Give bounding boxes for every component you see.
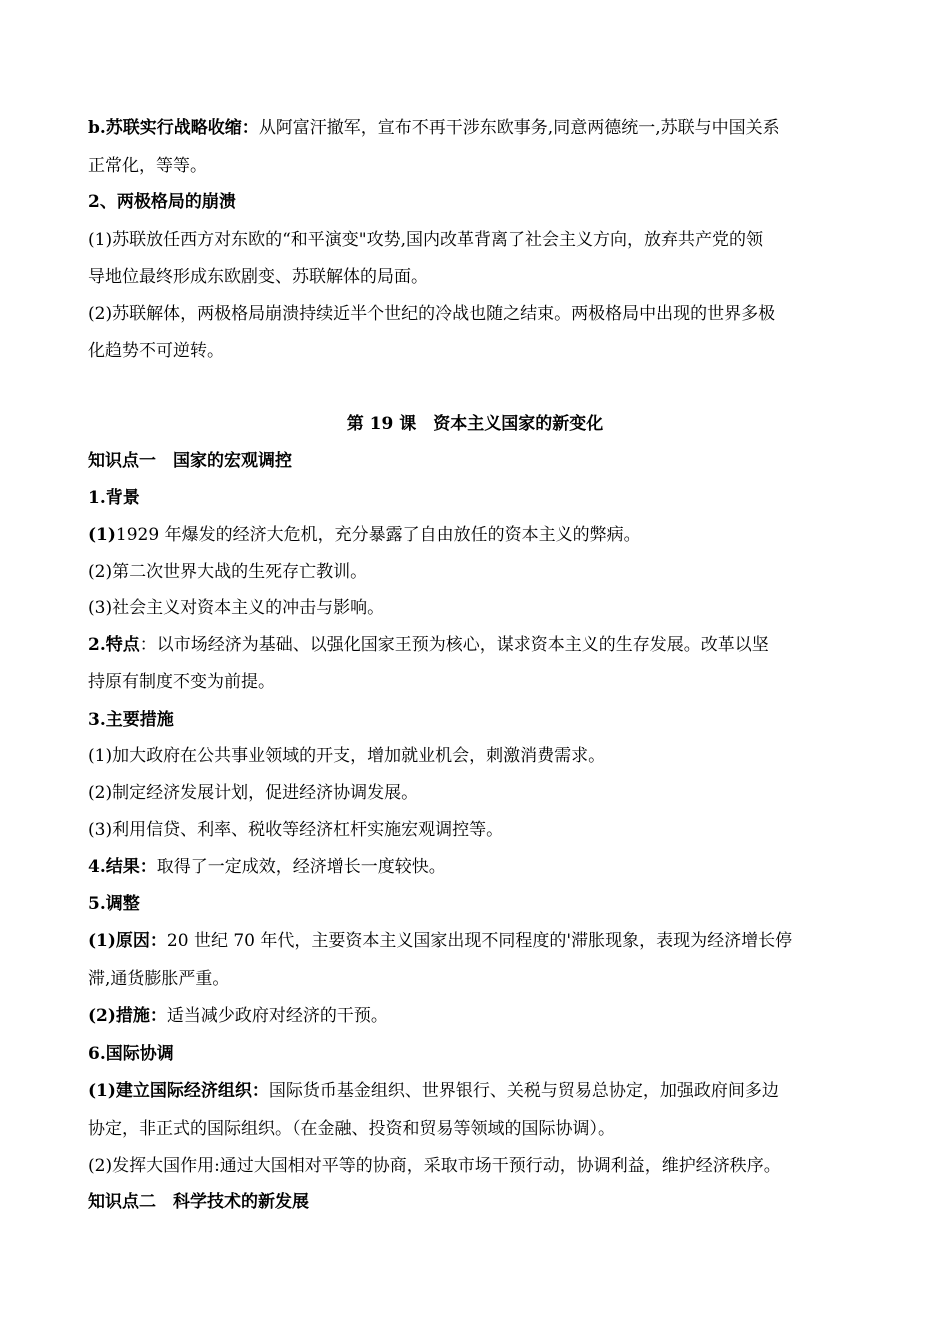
- result-text: 取得了一定成效，经济增长一度较快。: [156, 857, 446, 877]
- measures-item2: (2)制定经济发展计划，促进经济协调发展。: [88, 783, 419, 803]
- measures-item1: (1)加大政府在公共事业领域的开支，增加就业机会，刺激消费需求。: [88, 746, 606, 766]
- features-text1: ：以市场经济为基础、以强化国家王预为核心，谋求资本主义的生存发展。改革以坚: [139, 635, 769, 655]
- intl-org-line1: [88, 1080, 868, 1102]
- kp1-title: 知识点一 国家的宏观调控: [88, 451, 292, 471]
- adjust-measure-text: 适当减少政府对经济的干预。: [166, 1006, 388, 1026]
- heading-bipolar-collapse: 2、两极格局的崩溃: [88, 192, 236, 212]
- result-label: 4.结果：: [88, 857, 157, 877]
- intl-org-text1: 国际货币基金组织、世界银行、关税与贸易总协定，加强政府间多边: [268, 1081, 779, 1101]
- adjust-measure-line: [88, 1005, 868, 1027]
- background-item1-text: 1929 年爆发的经济大危机，充分暴露了自由放任的资本主义的弊病。: [115, 525, 641, 545]
- background-title: 1.背景: [88, 488, 140, 508]
- background-item2: (2)第二次世界大战的生死存亡教训。: [88, 562, 368, 582]
- background-item3: (3)社会主义对资本主义的冲击与影响。: [88, 598, 385, 618]
- para-2-2-line1: (2)苏联解体，两极格局崩溃持续近半个世纪的冷战也随之结束。两极格局中出现的世界多极: [88, 304, 776, 324]
- features-line2: 持原有制度不变为前提。: [88, 672, 275, 692]
- kp2-title: 知识点二 科学技术的新发展: [88, 1192, 309, 1212]
- features-line1: [88, 634, 868, 656]
- section-b-text1: 从阿富汗撤军，宣布不再干涉东欧事务,同意两德统一,苏联与中国关系: [258, 118, 780, 138]
- measures-title: 3.主要措施: [88, 710, 174, 730]
- adjust-reason-text1: 20 世纪 70 年代，主要资本主义国家出现不同程度的'滞胀现象，表现为经济增长停: [166, 931, 793, 951]
- intl-powers: (2)发挥大国作用:通过大国相对平等的协商，采取市场干预行动，协调利益，维护经济秩序。: [88, 1156, 781, 1176]
- lesson-title: 第 19 课 资本主义国家的新变化: [346, 414, 604, 434]
- para-2-2-line2: 化趋势不可逆转。: [88, 341, 224, 361]
- adjust-measure-label: (2)措施：: [88, 1006, 167, 1026]
- adjust-title: 5.调整: [88, 894, 140, 914]
- section-b-line1: [88, 117, 868, 139]
- intl-org-line2: 协定，非正式的国际组织。（在金融、投资和贸易等领域的国际协调）。: [88, 1119, 615, 1139]
- background-item1-num: (1): [88, 525, 116, 545]
- adjust-reason-line2: 滞,通货膨胀严重。: [88, 969, 230, 989]
- adjust-reason-label: (1)原因：: [88, 931, 167, 951]
- result-line: [88, 856, 868, 878]
- background-item1: [88, 524, 868, 546]
- features-label: 2.特点: [88, 635, 140, 655]
- section-b-label: b.苏联实行战略收缩：: [88, 118, 259, 138]
- measures-item3: (3)利用信贷、利率、税收等经济杠杆实施宏观调控等。: [88, 820, 504, 840]
- intl-org-label: (1)建立国际经济组织：: [88, 1081, 269, 1101]
- section-b-line2: 正常化，等等。: [88, 156, 207, 176]
- para-2-1-line1: (1)苏联放任西方对东欧的“和平演变"攻势,国内改革背离了社会主义方向，放弃共产党的领: [88, 230, 763, 250]
- adjust-reason-line1: [88, 930, 868, 952]
- para-2-1-line2: 导地位最终形成东欧剧变、苏联解体的局面。: [88, 267, 428, 287]
- intl-title: 6.国际协调: [88, 1044, 174, 1064]
